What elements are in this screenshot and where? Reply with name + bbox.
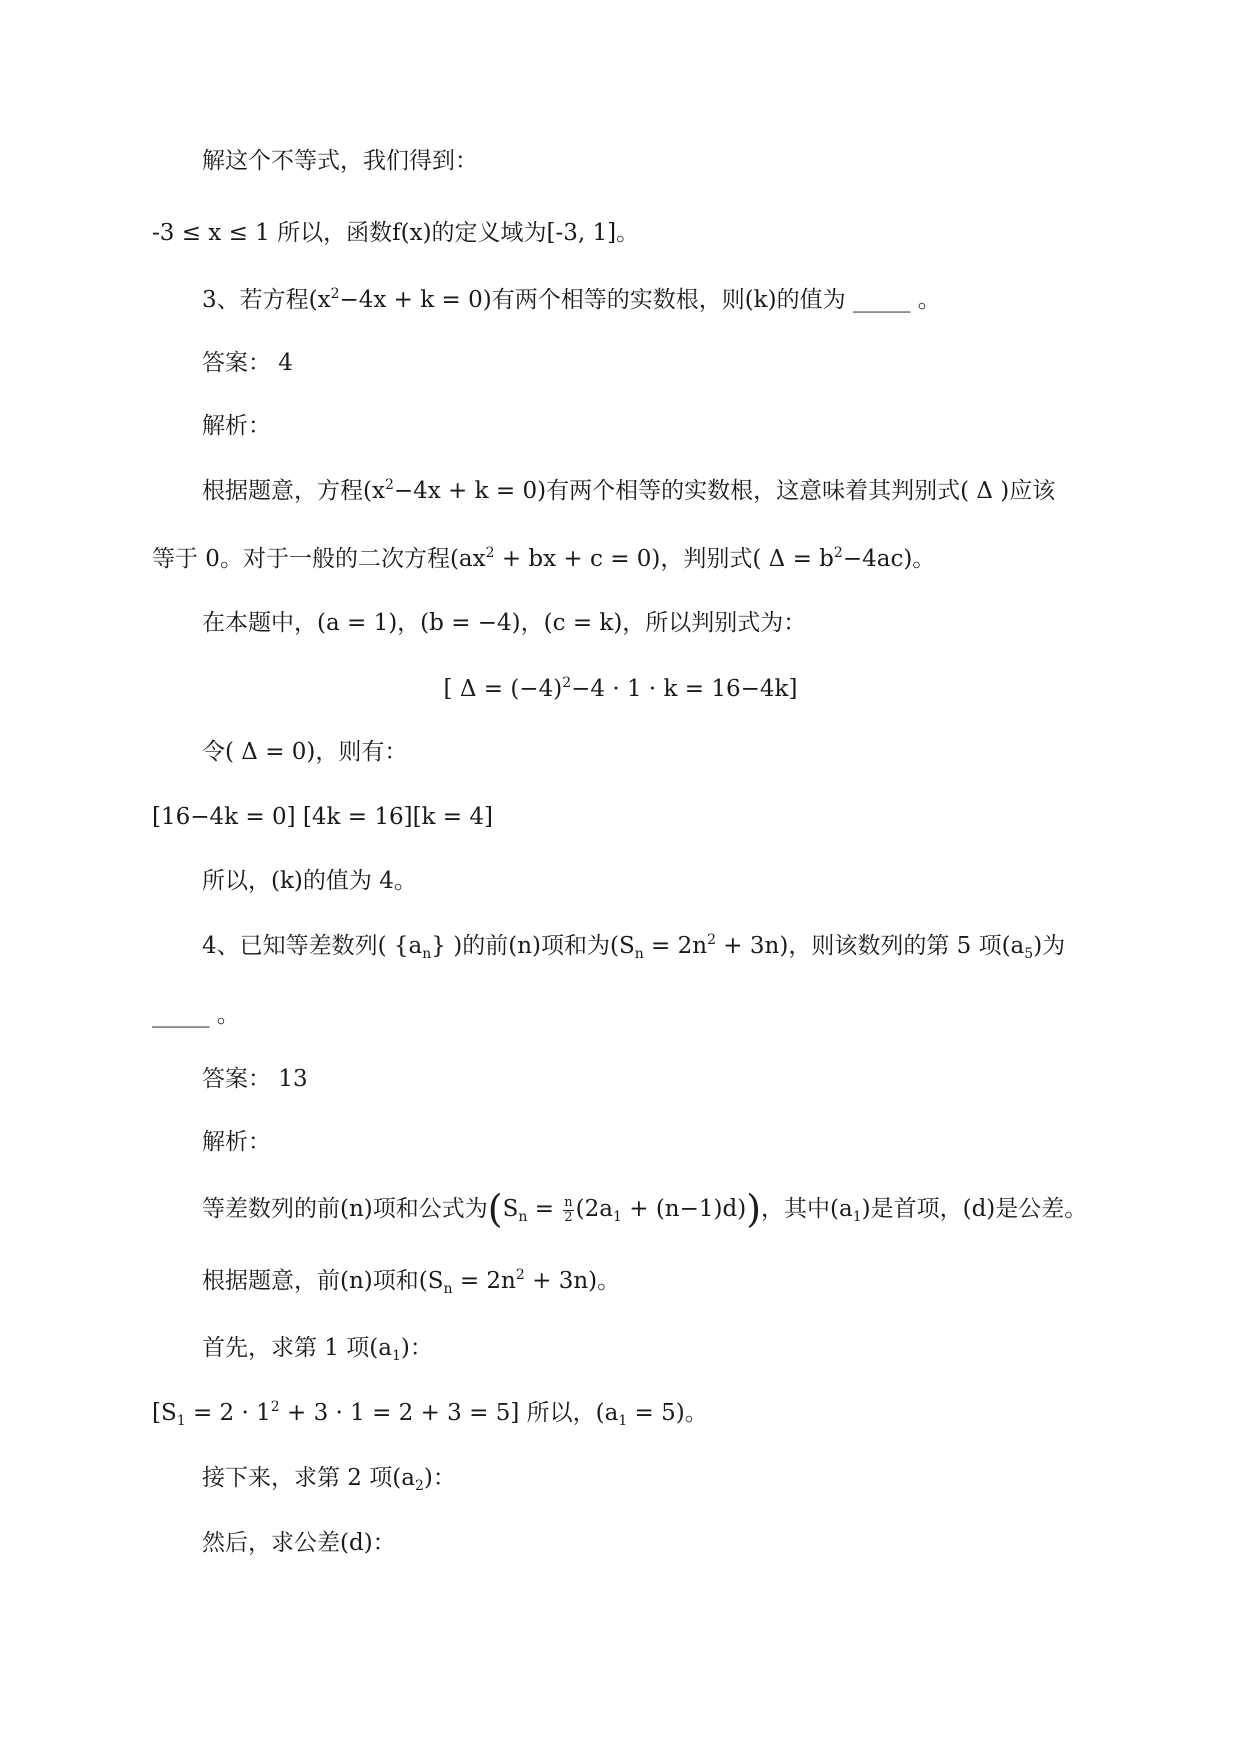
text-line: 解这个不等式，我们得到： — [202, 148, 478, 174]
text-line: 根据题意，方程$(x^2-4x + k = 0)$有两个相等的实数根，这意味着其判别式( Δ )应该 — [202, 477, 1056, 504]
equation: [16−4k = 0] [4k = 16][k = 4] — [152, 804, 493, 830]
text-line: 所以，(k)的值为 4。 — [202, 868, 417, 894]
text-line: -3 ≤ x ≤ 1 所以，函数f(x)的定义域为[-3, 1]。 — [152, 220, 640, 246]
answer-blank: _____ 。 — [152, 1002, 240, 1028]
text-line: 在本题中，(a = 1)，(b = −4)，(c = k)，所以判别式为： — [202, 610, 807, 636]
equation: [ $\Delta = (-4)^2-4 \cdot 1 \cdot k = 16-4k$] — [443, 675, 798, 702]
text-line: 根据题意，前(n)项和$(S_n = 2n^2 + 3n)$。 — [202, 1267, 621, 1297]
question-3: 3、若方程$(x^2-4x + k = 0)$有两个相等的实数根，则(k)的值为 _____ 。 — [202, 286, 941, 313]
analysis-heading: 解析： — [202, 413, 271, 439]
answer-4: 答案： 13 — [202, 1066, 308, 1092]
text-line: 接下来，求第 2 项$(a_2)$： — [202, 1465, 456, 1494]
question-4: 4、已知等差数列( $\{a_n\}$ )的前(n)项和为$(S_n = 2n^2 + 3n)$，则该数列的第 5 项$(a_5)$为 — [202, 932, 1066, 962]
text-line: 首先，求第 1 项$(a_1)$： — [202, 1335, 433, 1364]
formula-line: 等差数列的前(n)项和公式为($S_n$ = $\frac{n}{2}$ $(2a_1 + (n-1)d)$)，其中$(a_1)$是首项，(d)是公差。 — [202, 1187, 1088, 1232]
answer-3: 答案： 4 — [202, 350, 293, 376]
fraction: $\frac{n}{2}$ — [564, 1195, 573, 1225]
equation: $[S_1 = 2 \cdot 1^2 + 3 \cdot 1 = 2 + 3 = 5]$ 所以，$(a_1 = 5)$。 — [152, 1399, 708, 1429]
text-line: 令( Δ = 0)，则有： — [202, 739, 408, 765]
text-line: 然后，求公差(d)： — [202, 1530, 396, 1556]
analysis-heading: 解析： — [202, 1129, 271, 1155]
text-line: 等于 0。对于一般的二次方程($ax^2$ + bx + c = 0)，判别式( $\Delta = b^2-4ac$)。 — [152, 545, 936, 572]
